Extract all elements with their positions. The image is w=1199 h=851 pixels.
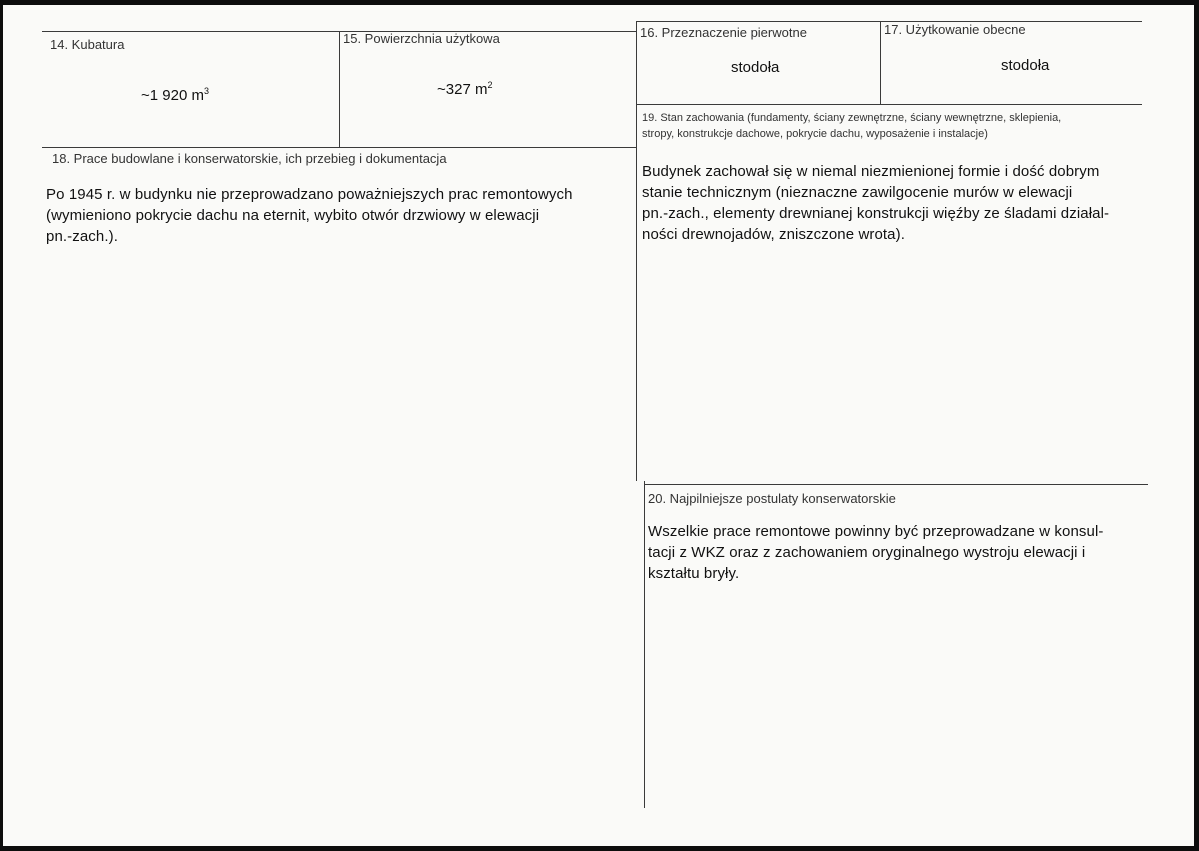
field-18-text [46, 184, 573, 247]
rule-center-lower [644, 481, 645, 808]
text-line: Wszelkie prace remontowe powinny być przeprowadzane w konsul- [648, 523, 1104, 540]
scan-edge-left [0, 0, 3, 851]
rule-col-14-15 [339, 31, 340, 147]
scan-edge-right [1194, 0, 1199, 851]
rule-row2-right [636, 104, 1142, 105]
field-14-value [141, 86, 209, 104]
label-line: stropy, konstrukcje dachowe, pokrycie dachu, wyposażenie i instalacje) [642, 128, 988, 140]
field-15-label: 15. Powierzchnia użytkowa [343, 31, 500, 46]
field-17-label: 17. Użytkowanie obecne [884, 22, 1026, 37]
field-19-text [642, 161, 1109, 245]
text-line: Po 1945 r. w budynku nie przeprowadzano poważniejszych prac remontowych [46, 186, 573, 203]
field-14-label: 14. Kubatura [50, 37, 125, 52]
rule-row2-left [42, 147, 636, 148]
field-18-label: 18. Prace budowlane i konserwatorskie, ich przebieg i dokumentacja [52, 151, 447, 166]
field-15-value-text: ~327 m [437, 81, 488, 98]
text-line: pn.-zach., elementy drewnianej konstrukcji więźby ze śladami działal- [642, 205, 1110, 222]
text-line: tacji z WKZ oraz z zachowaniem oryginalnego wystroju elewacji i [648, 544, 1086, 561]
text-line: ności drewnojadów, zniszczone wrota). [642, 226, 905, 243]
rule-field20-top [644, 484, 1148, 485]
text-line: (wymieniono pokrycie dachu na eternit, wybito otwór drzwiowy w elewacji [46, 207, 540, 224]
label-line: 19. Stan zachowania (fundamenty, ściany zewnętrzne, ściany wewnętrzne, sklepienia, [642, 112, 1062, 124]
text-line: pn.-zach.). [46, 228, 118, 245]
scan-edge-top [0, 0, 1199, 5]
field-20-text [648, 521, 1103, 584]
text-line: stanie technicznym (nieznaczne zawilgocenie murów w elewacji [642, 184, 1073, 201]
text-line: kształtu bryły. [648, 565, 740, 582]
field-16-label: 16. Przeznaczenie pierwotne [640, 25, 807, 40]
scan-edge-bottom [0, 846, 1199, 851]
field-15-value [437, 80, 492, 98]
field-20-label: 20. Najpilniejsze postulaty konserwatorskie [648, 491, 896, 506]
rule-col-16-17 [880, 21, 881, 104]
field-15-unit-exponent: 2 [487, 80, 493, 90]
field-19-label [642, 110, 1061, 142]
field-17-value: stodoła [1001, 57, 1050, 74]
field-14-unit-exponent: 3 [203, 86, 209, 96]
field-14-value-text: ~1 920 m [141, 87, 204, 104]
rule-center-upper [636, 21, 637, 481]
field-16-value: stodoła [731, 59, 780, 76]
text-line: Budynek zachował się w niemal niezmienionej formie i dość dobrym [642, 163, 1100, 180]
